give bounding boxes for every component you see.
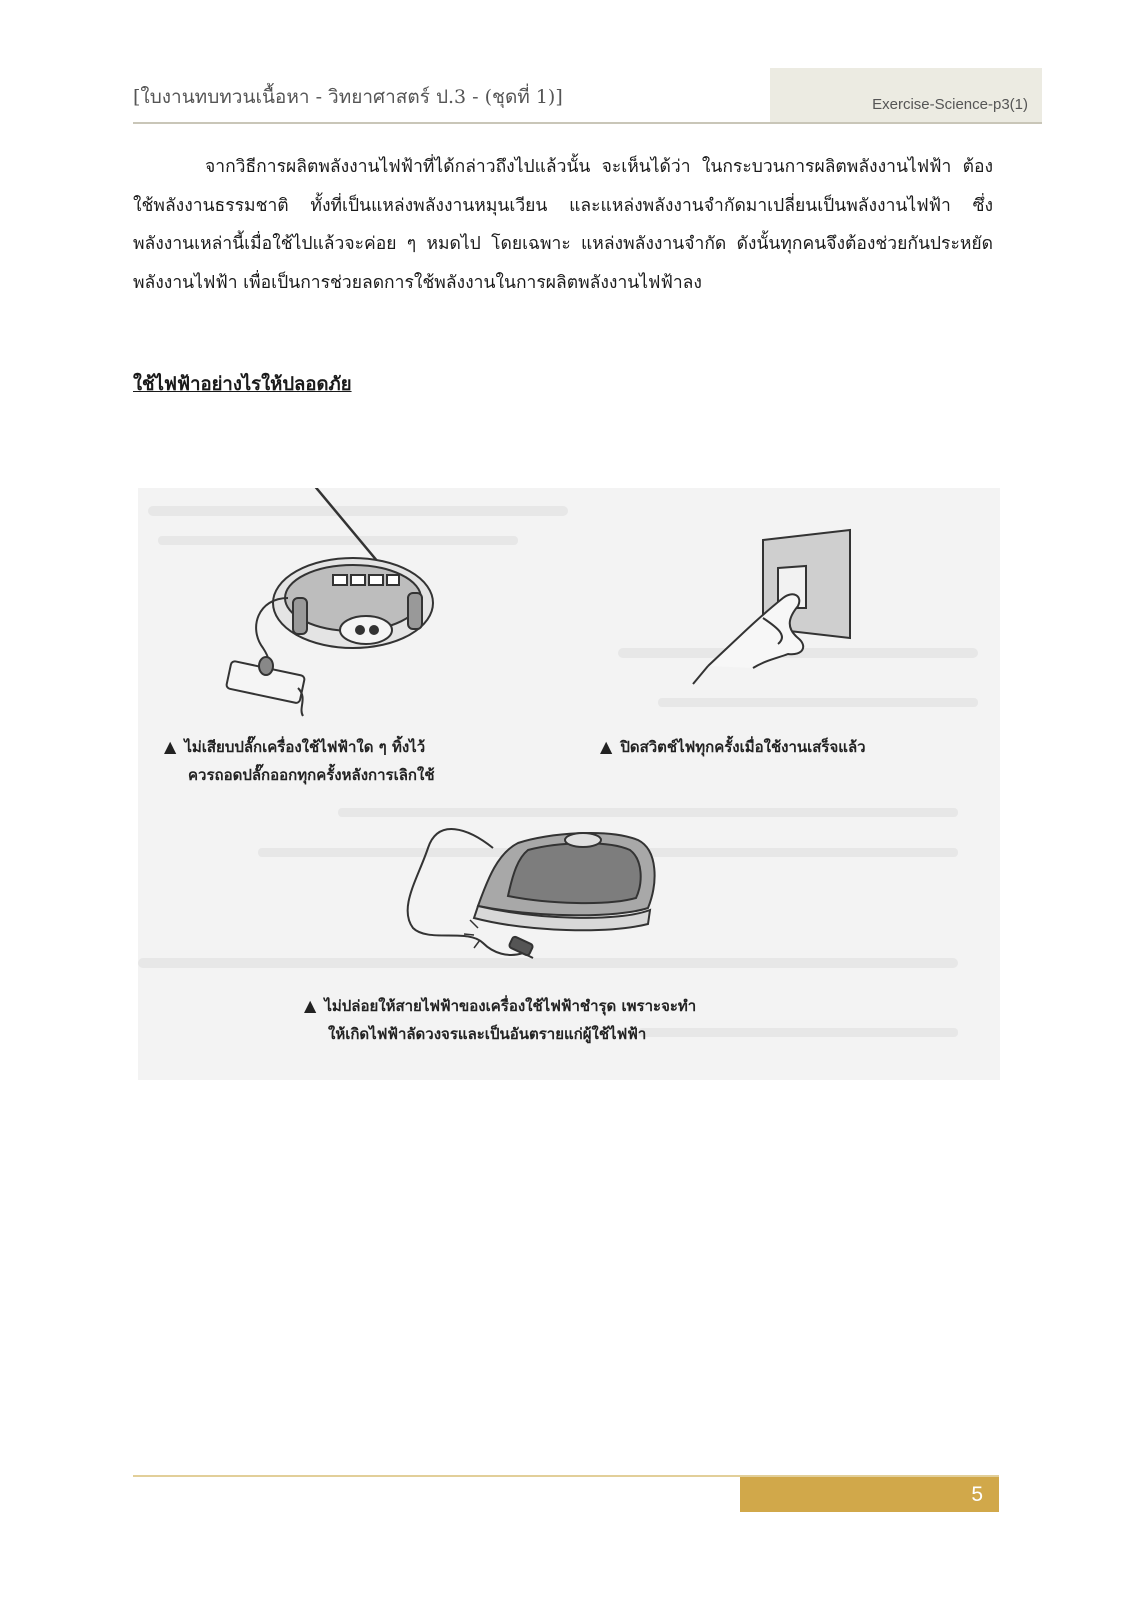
header-divider [133, 122, 1042, 124]
caption-switch [600, 733, 866, 761]
wall-switch-icon [693, 530, 850, 684]
body-paragraph: จากวิธีการผลิตพลังงานไฟฟ้าที่ได้กล่าวถึงไปแล้วนั้น จะเห็นได้ว่า ในกระบวนการผลิตพลังงานไฟฟ้า ต้องใช้พลังงานธรรมชาติ ทั้งที่เป็นแหล่งพลังงานหมุนเวียน และแหล่งพลังงานจำกัดมาเปลี่ยนเป็นพลังงานไฟฟ้า ซึ่งพลังงานเหล่านี้เมื่อใช้ไปแล้วจะค่อย ๆ หมดไป โดยเฉพาะ แหล่งพลังงานจำกัด ดังนั้นทุกคนจึงต้องช่วยกันประหยัดพลังงานไฟฟ้า เพื่อเป็นการช่วยลดการใช้พลังงานในการผลิตพลังงานไฟฟ้าลง [133, 157, 993, 293]
triangle-bullet-icon: ▲ [304, 996, 317, 1015]
section-heading: ใช้ไฟฟ้าอย่างไรให้ปลอดภัย [133, 374, 352, 395]
page-number: 5 [971, 1483, 983, 1506]
caption-iron [304, 992, 696, 1048]
caption-radio [164, 733, 435, 789]
caption-radio-line2: ควรถอดปลั๊กออกทุกครั้งหลังการเลิกใช้ [188, 766, 435, 784]
header-code: Exercise-Science-p3(1) [872, 96, 1028, 113]
radio-icon [226, 488, 433, 716]
caption-radio-line1: ไม่เสียบปลั๊กเครื่องใช้ไฟฟ้าใด ๆ ทิ้งไว้ [184, 738, 426, 756]
safety-illustration [138, 488, 1000, 1080]
header-title: [ใบงานทบทวนเนื้อหา - วิทยาศาสตร์ ป.3 - (ชุดที่ 1)] [133, 86, 563, 108]
header-code-box [770, 68, 1042, 123]
page-number-box [740, 1477, 999, 1512]
caption-iron-line1: ไม่ปล่อยให้สายไฟฟ้าของเครื่องใช้ไฟฟ้าชำรุด เพราะจะทำ [324, 997, 697, 1015]
caption-iron-line2: ให้เกิดไฟฟ้าลัดวงจรและเป็นอันตรายแก่ผู้ใช้ไฟฟ้า [328, 1025, 647, 1043]
triangle-bullet-icon: ▲ [600, 737, 613, 756]
body-text [133, 148, 993, 302]
triangle-bullet-icon: ▲ [164, 737, 177, 756]
caption-switch-text: ปิดสวิตช์ไฟทุกครั้งเมื่อใช้งานเสร็จแล้ว [620, 738, 866, 756]
